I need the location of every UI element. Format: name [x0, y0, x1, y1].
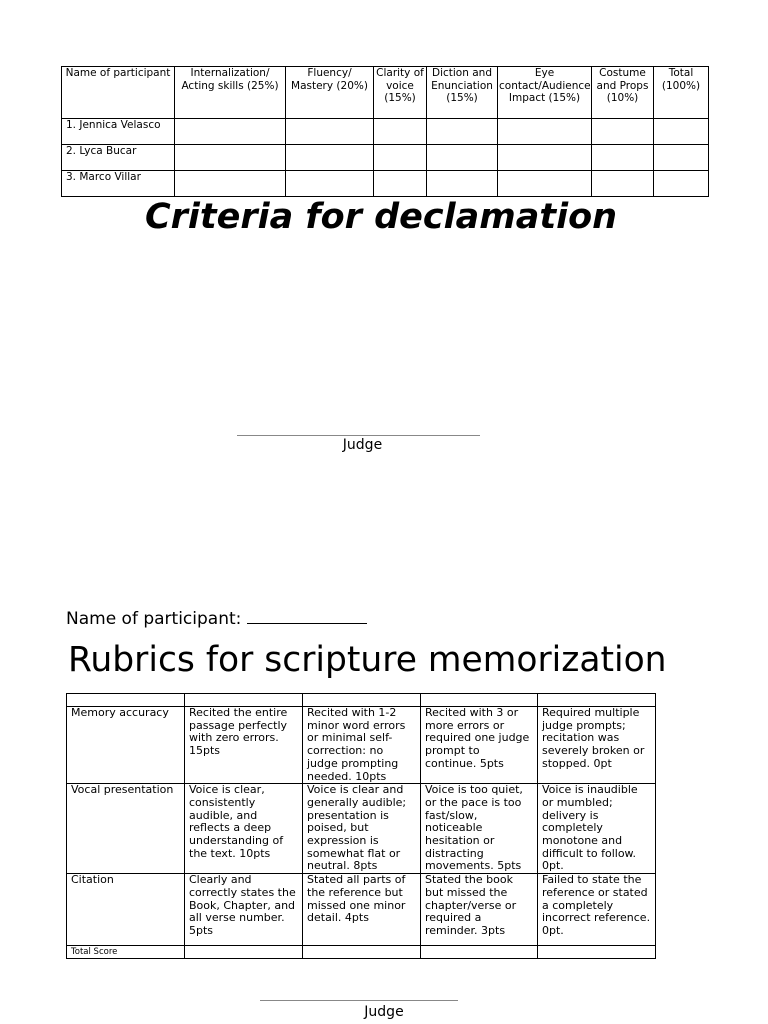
score-cell[interactable]	[421, 946, 538, 959]
criteria-header-row	[62, 67, 709, 119]
score-cell[interactable]	[654, 145, 709, 171]
score-cell[interactable]	[374, 119, 427, 145]
participant-name-label: Name of participant:	[66, 609, 242, 629]
level-descriptor: Voice is too quiet, or the pace is too fast/slow, noticeable hesitation or distracting movements. 5pts	[421, 784, 538, 874]
score-cell[interactable]	[498, 145, 592, 171]
header-cell	[67, 694, 185, 707]
table-row	[62, 145, 709, 171]
total-score-row	[67, 946, 656, 959]
participant-name-blank[interactable]	[247, 608, 367, 624]
level-descriptor: Voice is clear, consistently audible, and reflects a deep understanding of the text. 10pts	[185, 784, 303, 874]
score-cell[interactable]	[286, 145, 374, 171]
criterion-label: Vocal presentation	[67, 784, 185, 874]
header-cell: Eye contact/Audience Impact (15%)	[498, 67, 592, 119]
score-cell[interactable]	[592, 145, 654, 171]
score-cell[interactable]	[185, 946, 303, 959]
judge-signature-line	[260, 1000, 458, 1001]
score-cell[interactable]	[175, 171, 286, 197]
level-descriptor: Failed to state the reference or stated a completely incorrect reference. 0pt.	[538, 874, 656, 946]
score-cell[interactable]	[374, 171, 427, 197]
participant-name-field	[66, 608, 367, 630]
header-cell	[185, 694, 303, 707]
score-cell[interactable]	[286, 171, 374, 197]
score-cell[interactable]	[427, 119, 498, 145]
score-cell[interactable]	[538, 946, 656, 959]
score-cell[interactable]	[498, 171, 592, 197]
judge-signature-line	[237, 435, 480, 436]
header-cell: Fluency/ Mastery (20%)	[286, 67, 374, 119]
level-descriptor: Recited with 1-2 minor word errors or minimal self-correction: no judge prompting needed. 10pts	[303, 707, 421, 784]
header-cell: Total (100%)	[654, 67, 709, 119]
score-cell[interactable]	[498, 119, 592, 145]
judge-label: Judge	[364, 1004, 404, 1020]
header-cell: Clarity of voice (15%)	[374, 67, 427, 119]
header-cell: Costume and Props (10%)	[592, 67, 654, 119]
level-descriptor: Recited with 3 or more errors or required one judge prompt to continue. 5pts	[421, 707, 538, 784]
level-descriptor: Stated the book but missed the chapter/verse or required a reminder. 3pts	[421, 874, 538, 946]
judge-label: Judge	[342, 437, 383, 453]
rubric-header-row	[67, 694, 656, 707]
score-cell[interactable]	[592, 119, 654, 145]
criteria-table	[61, 66, 709, 197]
level-descriptor: Voice is inaudible or mumbled; delivery is completely monotone and difficult to follow. 0pt.	[538, 784, 656, 874]
score-cell[interactable]	[303, 946, 421, 959]
table-row	[62, 119, 709, 145]
header-cell	[538, 694, 656, 707]
header-cell: Diction and Enunciation (15%)	[427, 67, 498, 119]
score-cell[interactable]	[427, 145, 498, 171]
score-cell[interactable]	[374, 145, 427, 171]
level-descriptor: Recited the entire passage perfectly with zero errors. 15pts	[185, 707, 303, 784]
score-cell[interactable]	[427, 171, 498, 197]
total-score-label: Total Score	[67, 946, 185, 959]
table-row	[67, 707, 656, 784]
table-row	[67, 874, 656, 946]
score-cell[interactable]	[654, 171, 709, 197]
score-cell[interactable]	[175, 145, 286, 171]
participant-name: 3. Marco Villar	[62, 171, 175, 197]
score-cell[interactable]	[654, 119, 709, 145]
score-cell[interactable]	[175, 119, 286, 145]
rubrics-title: Rubrics for scripture memorization	[68, 640, 667, 680]
criteria-title: Criteria for declamation	[144, 197, 618, 237]
header-cell: Name of participant	[62, 67, 175, 119]
rubrics-table	[66, 693, 656, 959]
level-descriptor: Stated all parts of the reference but missed one minor detail. 4pts	[303, 874, 421, 946]
level-descriptor: Voice is clear and generally audible; presentation is poised, but expression is somewhat flat or neutral. 8pts	[303, 784, 421, 874]
participant-name: 2. Lyca Bucar	[62, 145, 175, 171]
score-cell[interactable]	[286, 119, 374, 145]
criterion-label: Memory accuracy	[67, 707, 185, 784]
table-row	[62, 171, 709, 197]
participant-name: 1. Jennica Velasco	[62, 119, 175, 145]
score-cell[interactable]	[592, 171, 654, 197]
level-descriptor: Clearly and correctly states the Book, Chapter, and all verse number. 5pts	[185, 874, 303, 946]
header-cell: Internalization/ Acting skills (25%)	[175, 67, 286, 119]
header-cell	[421, 694, 538, 707]
header-cell	[303, 694, 421, 707]
level-descriptor: Required multiple judge prompts; recitation was severely broken or stopped. 0pt	[538, 707, 656, 784]
criterion-label: Citation	[67, 874, 185, 946]
table-row	[67, 784, 656, 874]
